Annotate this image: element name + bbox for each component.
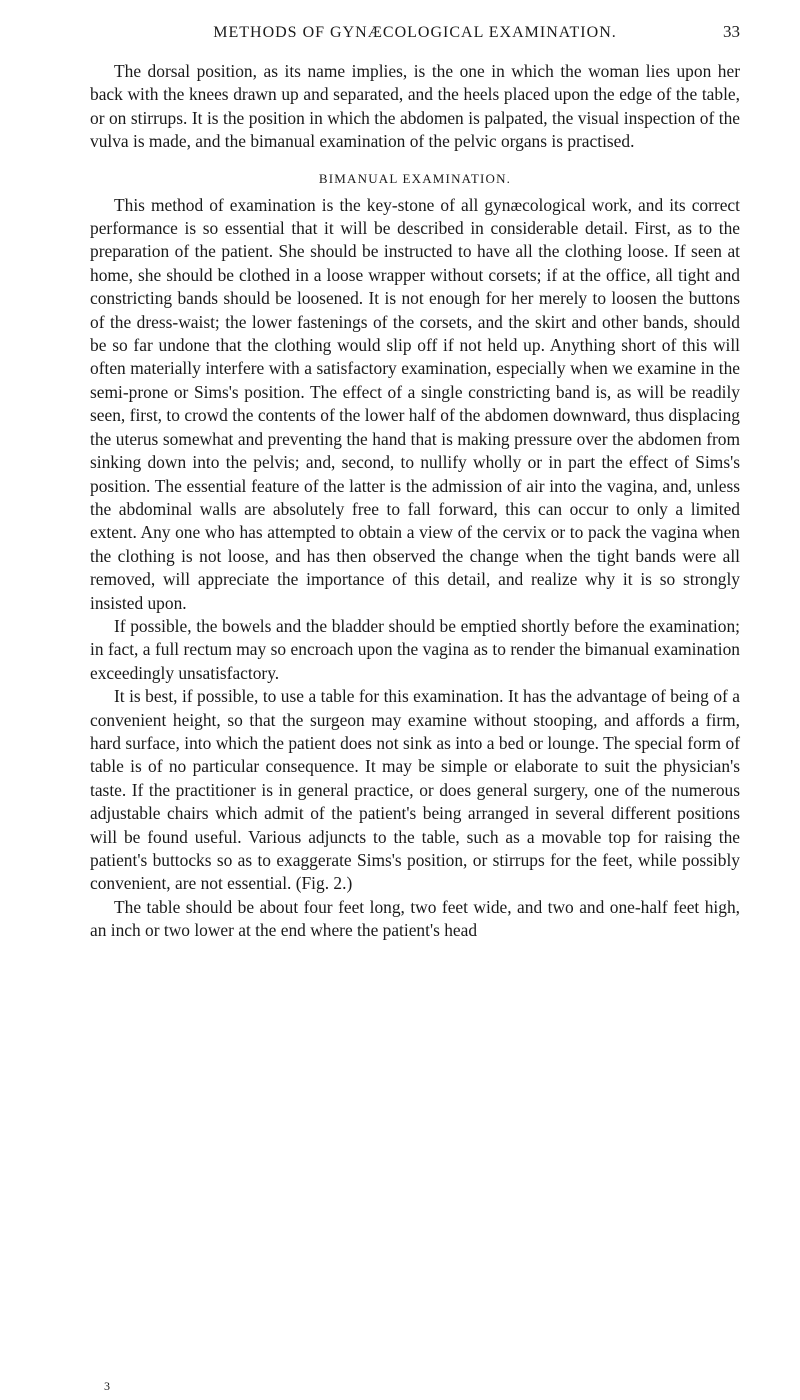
running-head [90, 20, 740, 50]
paragraph-bowels-bladder: If possible, the bowels and the bladder should be emptied shortly before the examination; in fact, a full rectum may so encroach upon the vagina as to render the bimanual examination exceedingly unsatisfactory. [90, 615, 740, 683]
paragraph-examination-table: It is best, if possible, to use a table for this examination. It has the advantage of being of a convenient height, so that the surgeon may examine without stooping, and affords a firm, hard surface, into which the patient does not sink as into a bed or lounge. The special form of table is of no particular consequence. It may be simple or elaborate to suit the physician's taste. If the practitioner is in general practice, or does general surgery, one of the numerous adjustable chairs which admit of the patient's being arranged in several different positions will be found useful. Various adjuncts to the table, such as a movable top for raising the patient's buttocks so as to exaggerate Sims's position, or stirrups for the feet, while possibly convenient, are not essential. (Fig. 2.) [90, 686, 740, 894]
paragraph-table-dimensions: The table should be about four feet long, two feet wide, and two and one-half feet high, an inch or two lower at the end where the patient's head [90, 896, 740, 941]
body-text [90, 60, 740, 943]
page-number: 33 [723, 22, 740, 41]
running-title: METHODS OF GYNÆCOLOGICAL EXAMINATION. [213, 24, 617, 41]
paragraph-dorsal-position: The dorsal position, as its name implies, is the one in which the woman lies upon her back with the knees drawn up and separated, and the heels placed upon the edge of the table, or on stirrups. It is the position in which the abdomen is palpated, the visual inspection of the vulva is made, and the bimanual examination of the pelvic organs is practised. [90, 61, 740, 152]
paragraph-bimanual-method: This method of examination is the key-stone of all gynæcological work, and its correct performance is so essential that it will be described in considerable detail. First, as to the preparation of the patient. She should be instructed to have all the clothing loose. If seen at home, she should be clothed in a loose wrapper without corsets; if at the office, all tight and constricting bands should be loosened. It is not enough for her merely to loosen the buttons of the dress-waist; the lower fastenings of the corsets, and the skirt and other bands, should be so far undone that the clothing would slip off if not held up. Anything short of this will often materially interfere with a satisfactory examination, especially when we examine in the semi-prone or Sims's position. The effect of a single constricting band is, as will be readily seen, first, to crowd the contents of the lower half of the abdomen downward, thus displacing the uterus somewhat and preventing the hand that is making pressure over the abdomen from sinking down into the pelvis; and, second, to nullify wholly or in part the effect of Sims's position. The essential feature of the latter is the admission of air into the vagina, and, unless the abdominal walls are absolutely free to fall forward, this can occur to only a limited extent. Any one who has attempted to obtain a view of the cervix or to pack the vagina when the clothing is not loose, and has then observed the change when the tight bands were all removed, will appreciate the importance of this detail, and realize why it is so strongly insisted upon. [90, 194, 740, 613]
section-heading: BIMANUAL EXAMINATION. [318, 170, 512, 186]
signature-mark: 3 [104, 1379, 110, 1393]
